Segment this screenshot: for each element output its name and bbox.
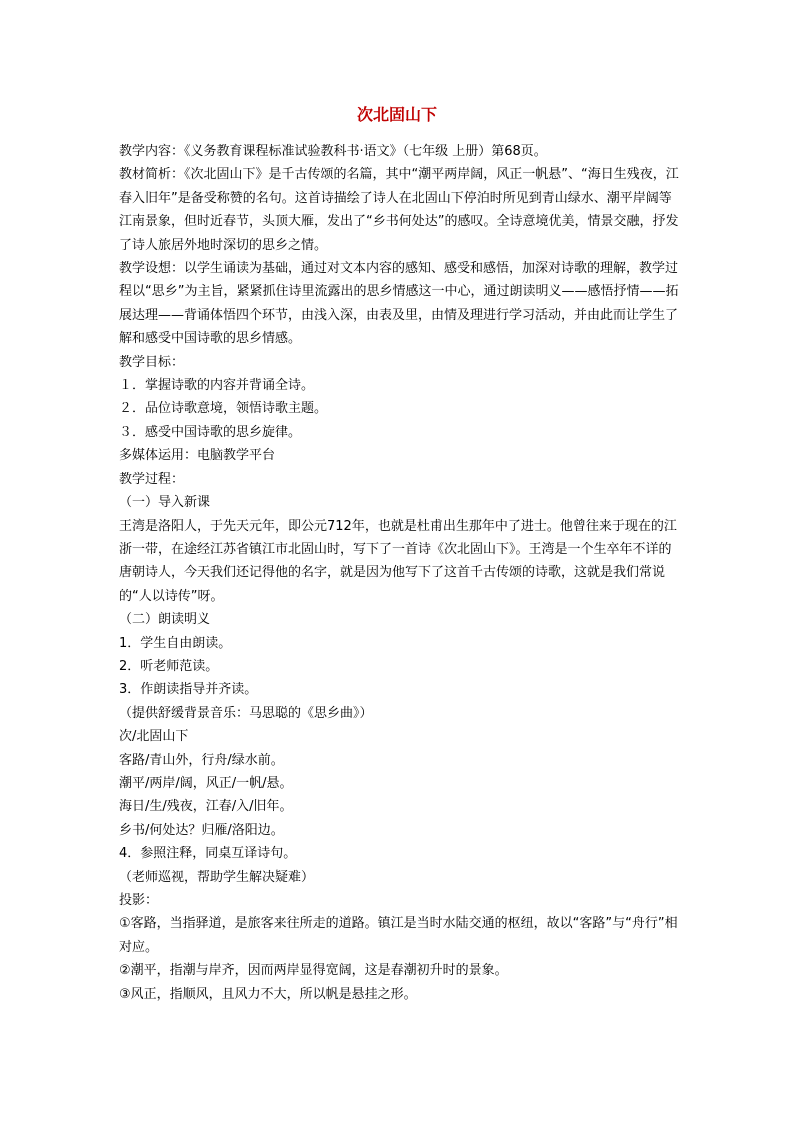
teacher-note: （老师巡视，帮助学生解决疑难） [119, 869, 315, 885]
annotation-item: ②潮平，指潮与岸齐，因而两岸显得宽阔，这是春潮初升时的景象。 [119, 963, 508, 979]
paragraph-multimedia: 多媒体运用：电脑教学平台 [119, 448, 276, 464]
document-title: 次北固山下 [356, 105, 437, 124]
paragraph-textbook-analysis: 教材简析：《次北固山下》是千古传颂的名篇，其中“潮平两岸阔，风正一帆悬”、“海日生残夜，江春入旧年”是备受称赞的名句。这首诗描绘了诗人在北固山下停泊时所见到青山绿水、潮平岸阔等江南景象，但时近春节，头顶大雁，发出了“乡书何处达”的感叹。全诗意境优美，情景交融，抒发了诗人旅居外地时深切的思乡之情。 [119, 167, 679, 253]
reading-step: 1．学生自由朗读。 [119, 635, 232, 651]
reading-step: 3．作朗读指导并齐读。 [119, 682, 258, 698]
goal-item: ２．品位诗歌意境，领悟诗歌主题。 [119, 401, 328, 417]
poem-title-line: 次/北固山下 [119, 729, 189, 745]
goal-item: １．掌握诗歌的内容并背诵全诗。 [119, 378, 315, 394]
annotation-item: ③风正，指顺风，且风力不大，所以帆是悬挂之形。 [119, 986, 417, 1002]
paragraph-teaching-concept: 教学设想：以学生诵读为基础，通过对文本内容的感知、感受和感悟，加深对诗歌的理解，教学过程以“思乡”为主旨，紧紧抓住诗里流露出的思乡情感这一中心，通过朗读明义——感悟抒情——拓展达理——背诵体悟四个环节，由浅入深，由表及里，由情及理进行学习活动，并由此而让学生了解和感受中国诗歌的思乡情感。 [119, 261, 679, 347]
heading-teaching-process: 教学过程： [119, 471, 185, 487]
reading-step: 2．听老师范读。 [119, 658, 219, 674]
reading-step: 4．参照注释，同桌互译诗句。 [119, 846, 297, 862]
poem-line: 潮平/两岸/阔，风正/一帆/悬。 [119, 775, 293, 791]
paragraph-teaching-content: 教学内容：《义务教育课程标准试验教科书·语文》（七年级 上册）第68页。 [119, 144, 547, 159]
section-heading-intro: （一）导入新课 [119, 495, 211, 511]
heading-projection: 投影： [119, 893, 159, 908]
background-music-note: （提供舒缓背景音乐：马思聪的《思乡曲》） [119, 705, 373, 721]
poem-line: 乡书/何处达？归雁/洛阳边。 [119, 822, 284, 838]
poem-line: 海日/生/残夜，江春/入/旧年。 [119, 799, 293, 815]
annotation-item: ①客路，当指驿道，是旅客来往所走的道路。镇江是当时水陆交通的枢纽，故以“客路”与“舟行”相对应。 [119, 916, 678, 955]
paragraph-intro: 王湾是洛阳人，于先天元年，即公元712年，也就是杜甫出生那年中了进士。他曾往来于现在的江浙一带，在途经江苏省镇江市北固山时，写下了一首诗《次北固山下》。王湾是一个生卒年不详的唐朝诗人，今天我们还记得他的名字，就是因为他写下了这首千古传颂的诗歌，这就是我们常说的“人以诗传”呀。 [119, 518, 677, 604]
heading-teaching-goals: 教学目标： [119, 354, 185, 370]
section-heading-reading: （二）朗读明义 [119, 612, 211, 628]
poem-line: 客路/青山外，行舟/绿水前。 [119, 752, 284, 768]
goal-item: ３．感受中国诗歌的思乡旋律。 [119, 424, 302, 440]
document-body [119, 140, 681, 1006]
